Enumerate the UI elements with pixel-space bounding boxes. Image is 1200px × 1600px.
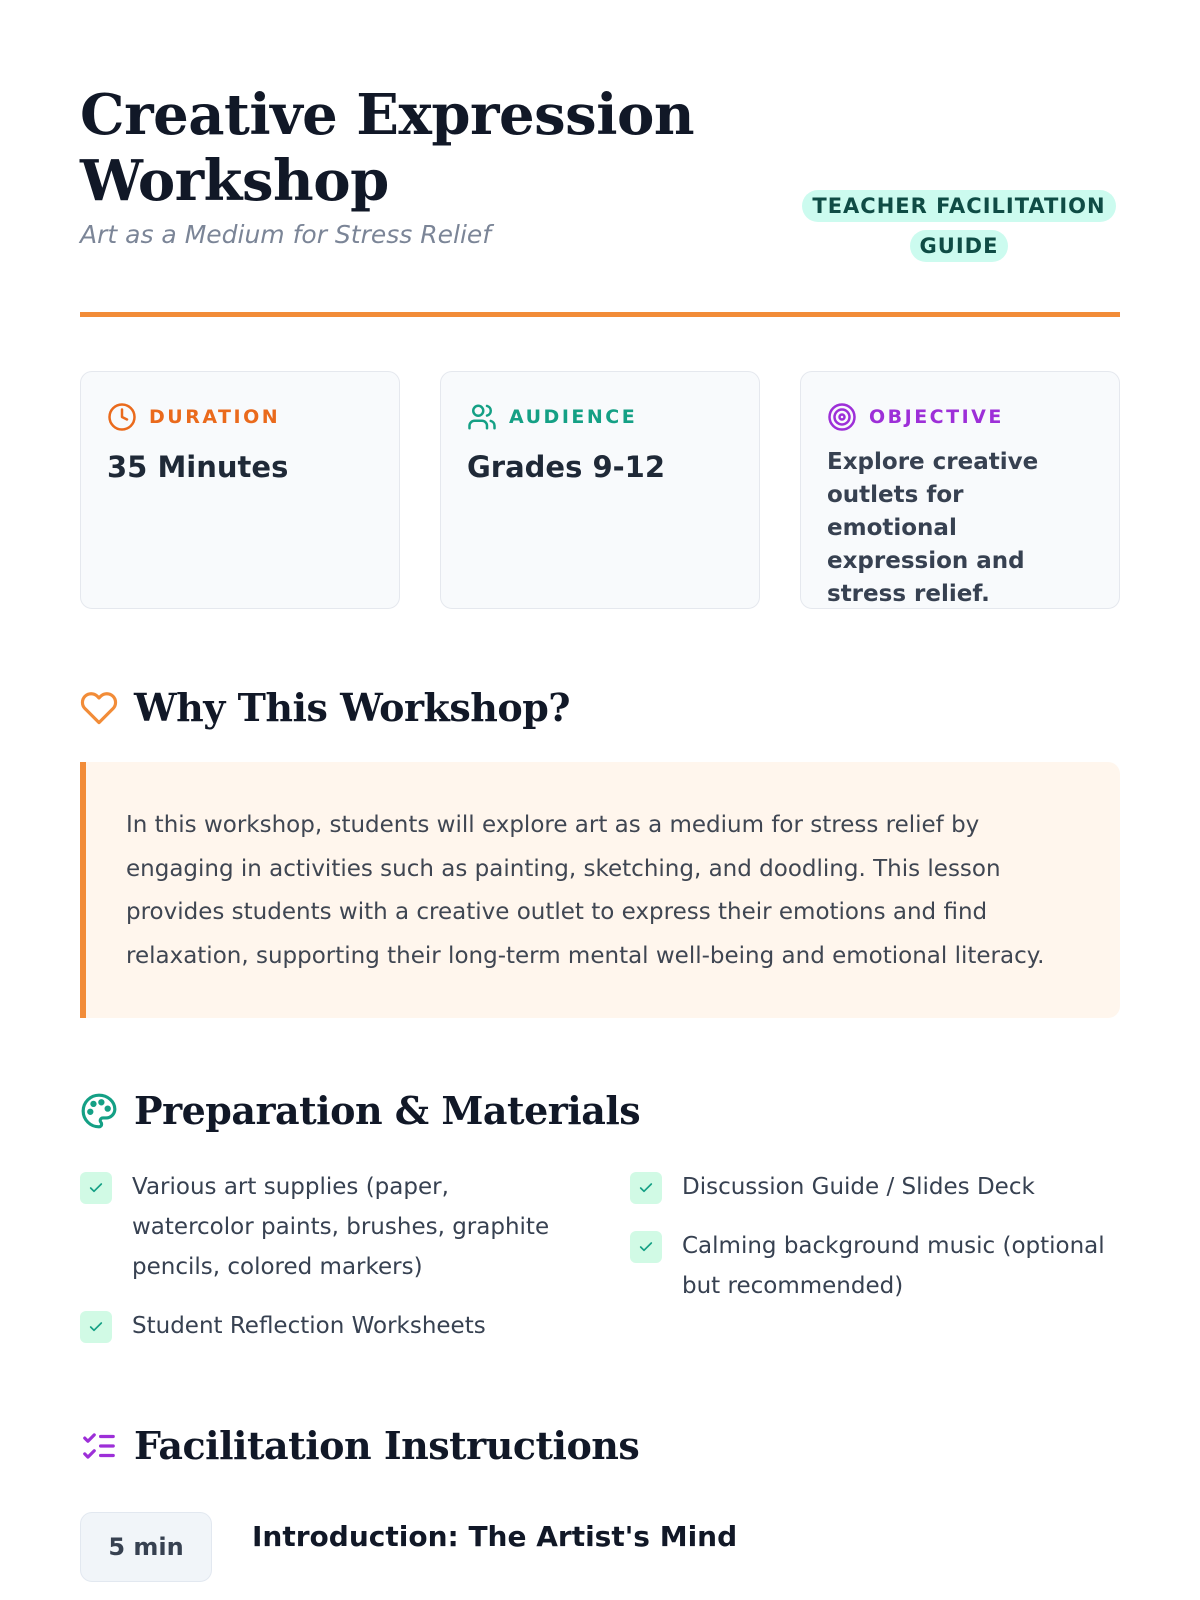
duration-value: 35 Minutes [107, 450, 289, 484]
objective-card [800, 371, 1120, 609]
check-icon [630, 1231, 662, 1263]
objective-label: OBJECTIVE [869, 406, 1004, 428]
material-text: Discussion Guide / Slides Deck [682, 1174, 1035, 1200]
audience-card-header [467, 402, 733, 432]
check-icon [630, 1172, 662, 1204]
step-time-badge: 5 min [80, 1512, 212, 1582]
users-icon [467, 402, 497, 432]
duration-card [80, 371, 400, 609]
audience-card [440, 371, 760, 609]
palette-icon [80, 1092, 118, 1130]
audience-label: AUDIENCE [509, 406, 638, 428]
target-icon [827, 402, 857, 432]
objective-card-header [827, 402, 1093, 432]
why-body-text: In this workshop, students will explore art as a medium for stress relief by engaging in activities such as painting, sketching, and doodling. This lesson provides students with a creative outlet to express their emotions and find relaxation, supporting their long-term mental well-being and emotional literacy. [126, 812, 1045, 969]
header-divider [80, 312, 1120, 317]
info-cards [80, 371, 1120, 609]
materials-section-header [80, 1088, 1120, 1133]
list-checks-icon [80, 1427, 118, 1465]
instructions-section-header [80, 1423, 1120, 1468]
step-title: Introduction: The Artist's Mind [252, 1520, 738, 1553]
clock-icon [107, 402, 137, 432]
instructions-section-title: Facilitation Instructions [134, 1423, 640, 1468]
check-icon [80, 1172, 112, 1204]
instruction-step [80, 1512, 1120, 1582]
list-item [80, 1306, 570, 1346]
list-item [630, 1167, 1120, 1207]
materials-section-title: Preparation & Materials [134, 1088, 641, 1133]
page-subtitle: Art as a Medium for Stress Relief [80, 220, 492, 249]
list-item [630, 1226, 1120, 1306]
list-item [80, 1167, 570, 1287]
header [80, 82, 1120, 308]
heart-icon [80, 689, 118, 727]
check-icon [80, 1311, 112, 1343]
material-text: Calming background music (optional but recommended) [682, 1233, 1105, 1299]
guide-badge [798, 186, 1120, 266]
why-section-title: Why This Workshop? [134, 685, 571, 730]
material-text: Various art supplies (paper, watercolor paints, brushes, graphite pencils, colored markers) [132, 1174, 550, 1280]
audience-value: Grades 9-12 [467, 450, 666, 484]
why-callout [80, 762, 1120, 1018]
guide-badge-label: TEACHER FACILITATION GUIDE [802, 190, 1115, 262]
page-title: Creative Expression Workshop [80, 82, 695, 214]
materials-list [80, 1167, 1120, 1365]
duration-card-header [107, 402, 373, 432]
objective-value: Explore creative outlets for emotional expression and stress relief. [827, 449, 1039, 607]
materials-column-right [630, 1167, 1120, 1365]
why-section-header [80, 685, 1120, 730]
duration-label: DURATION [149, 406, 281, 428]
material-text: Student Reflection Worksheets [132, 1313, 486, 1339]
materials-column-left [80, 1167, 570, 1365]
